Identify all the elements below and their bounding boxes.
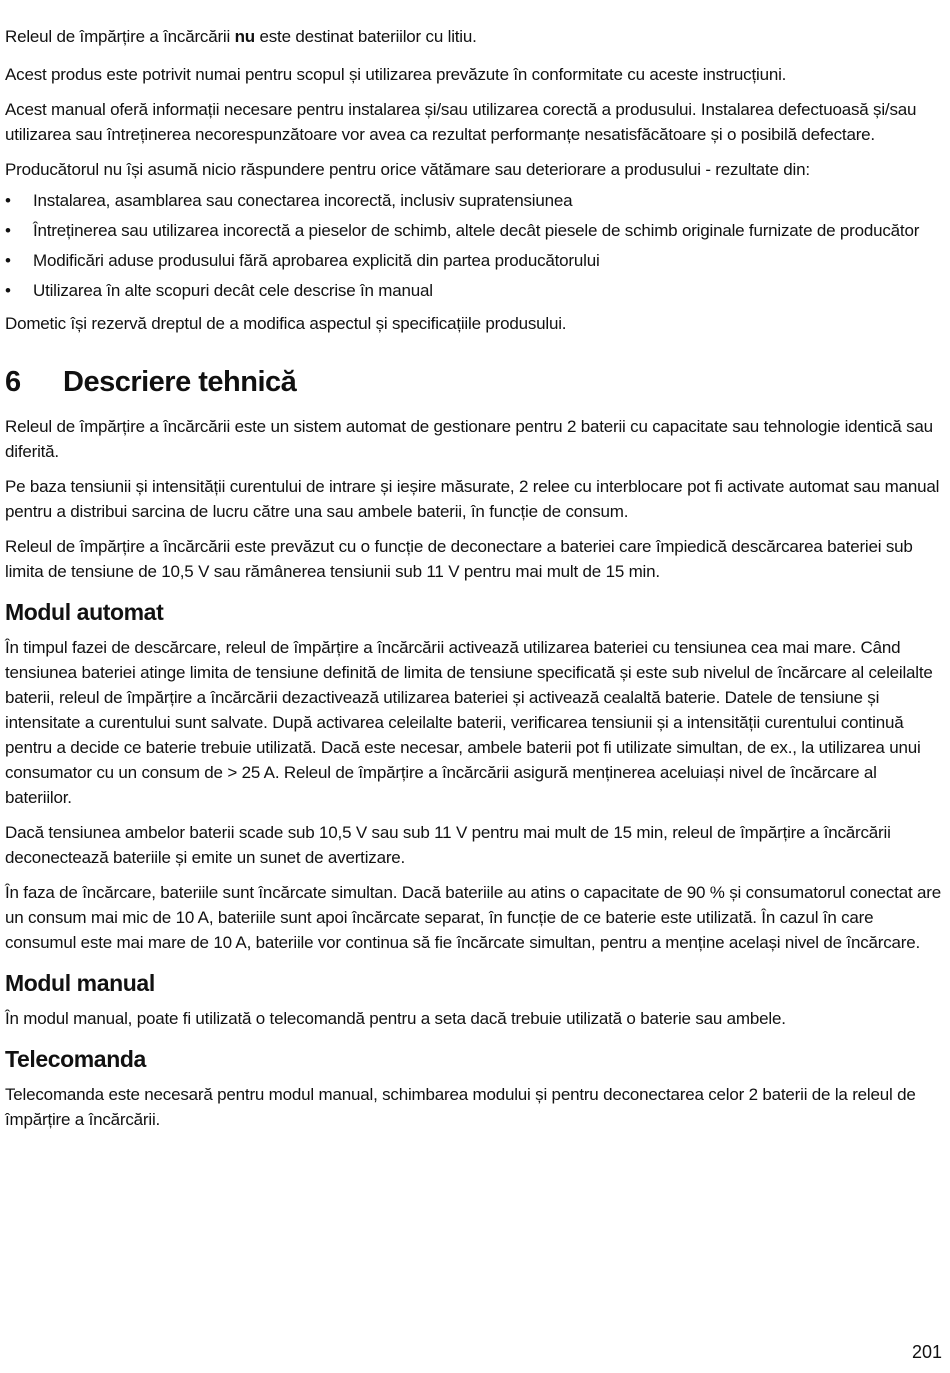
list-item-text: Întreținerea sau utilizarea incorectă a pieselor de schimb, altele decât piesele de schimb originale furnizate de producător <box>33 221 920 240</box>
intended-use-paragraph: Acest produs este potrivit numai pentru scopul și utilizarea prevăzute în conformitate cu aceste instrucțiuni. <box>5 65 787 84</box>
lithium-warning-bold: nu <box>234 27 255 46</box>
auto-mode-paragraph-3: În faza de încărcare, bateriile sunt încărcate simultan. Dacă bateriile au atins o capacitate de 90 % și consumatorul conectat are un consum mai mic de 10 A, bateriile sunt apoi încărcate separat, în funcție de ce baterie este utilizată. În cazul în care consumul este mai mare de 10 A, bateriile vor continua să fie încărcate simultan, pentru a menține același nivel de încărcare. <box>5 883 941 952</box>
bullet-dot: • <box>5 191 11 210</box>
list-item <box>5 278 945 303</box>
bullet-dot: • <box>5 251 11 270</box>
list-item-text: Utilizarea în alte scopuri decât cele descrise în manual <box>33 281 433 300</box>
lithium-warning-text-after: este destinat bateriilor cu litiu. <box>254 27 477 46</box>
list-item <box>5 188 945 213</box>
bullet-dot: • <box>5 281 11 300</box>
list-item-text: Modificări aduse produsului fără aprobarea explicită din partea producătorului <box>33 251 600 270</box>
lithium-warning-paragraph <box>5 24 945 49</box>
list-item <box>5 248 945 273</box>
remote-control-paragraph: Telecomanda este necesară pentru modul manual, schimbarea modului și pentru deconectarea celor 2 baterii de la releul de împărțire a încărcării. <box>5 1085 916 1129</box>
page-number: 201 <box>911 1342 942 1362</box>
manual-mode-paragraph: În modul manual, poate fi utilizată o telecomandă pentru a seta dacă trebuie utilizată o baterie sau ambele. <box>5 1009 786 1028</box>
technical-description-paragraph-1: Releul de împărțire a încărcării este un sistem automat de gestionare pentru 2 baterii cu capacitate sau tehnologie identică sau diferită. <box>5 417 933 461</box>
lithium-warning-text-before: Releul de împărțire a încărcării <box>5 27 235 46</box>
section-title: Descriere tehnică <box>63 366 297 398</box>
list-item-text: Instalarea, asamblarea sau conectarea incorectă, inclusiv supratensiunea <box>33 191 573 210</box>
manual-mode-heading: Modul manual <box>5 970 155 996</box>
technical-description-paragraph-3: Releul de împărțire a încărcării este prevăzut cu o funcție de deconectare a bateriei care împiedică descărcarea bateriei sub limita de tensiune de 10,5 V sau rămânerea tensiunii sub 11 V pentru mai mult de 15 min. <box>5 537 913 581</box>
remote-control-heading: Telecomanda <box>5 1046 146 1072</box>
manual-info-paragraph: Acest manual oferă informații necesare pentru instalarea și/sau utilizarea corectă a produsului. Instalarea defectuoasă și/sau utilizarea sau întreținerea necorespunzătoare vor avea ca rezultat performanțe nesatisfăcătoare și o posibilă defectare. <box>5 100 917 144</box>
technical-description-paragraph-2: Pe baza tensiunii și intensității curentului de intrare și ieșire măsurate, 2 relee cu interblocare pot fi activate automat sau manual pentru a distribui sarcina de lucru către una sau ambele baterii, în funcție de consum. <box>5 477 940 521</box>
liability-list <box>5 188 945 303</box>
auto-mode-heading: Modul automat <box>5 599 164 625</box>
list-item <box>5 218 945 243</box>
auto-mode-paragraph-1: În timpul fazei de descărcare, releul de împărțire a încărcării activează utilizarea bateriei cu tensiunea cea mai mare. Când tensiunea bateriei atinge limita de tensiune definită de limita de tensiune specificată și este sub nivelul de încărcare al celeilalte baterii, releul de împărțire a încărcării dezactivează utilizarea bateriei și activează cealaltă baterie. Datele de tensiune și intensitate a curentului sunt salvate. După activarea celeilalte baterii, verificarea tensiunii și a intensității curentului continuă pentru a decide ce baterie trebuie utilizată. Dacă este necesar, ambele baterii pot fi utilizate simultan, de ex., la utilizarea unui consumator cu un consum de > 25 A. Releul de împărțire a încărcării asigură menținerea aceluiași nivel de încărcare al bateriilor. <box>5 638 933 807</box>
document-page <box>5 24 945 1142</box>
liability-paragraph: Producătorul nu își asumă nicio răspundere pentru orice vătămare sau deteriorare a produsului - rezultate din: <box>5 160 810 179</box>
rights-reserved-paragraph: Dometic își rezervă dreptul de a modifica aspectul și specificațiile produsului. <box>5 314 567 333</box>
section-number: 6 <box>5 366 21 398</box>
section-heading <box>5 364 945 400</box>
bullet-dot: • <box>5 221 11 240</box>
auto-mode-paragraph-2: Dacă tensiunea ambelor baterii scade sub 10,5 V sau sub 11 V pentru mai mult de 15 min, releul de împărțire a încărcării deconectează bateriile și emite un sunet de avertizare. <box>5 823 891 867</box>
